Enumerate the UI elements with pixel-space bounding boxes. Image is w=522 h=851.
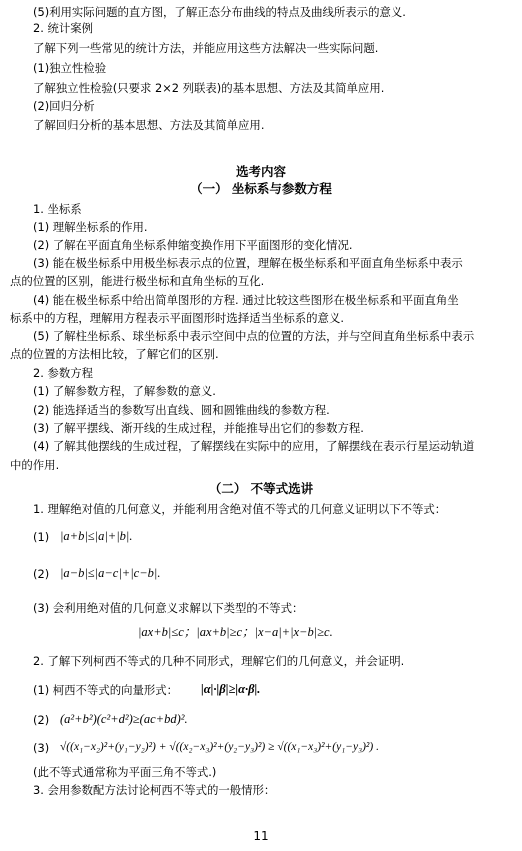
text-line: (5)利用实际问题的直方图，了解正态分布曲线的特点及曲线所表示的意义. bbox=[33, 5, 406, 19]
item-label: (3) bbox=[33, 741, 50, 755]
text-line: (5) 了解柱坐标系、球坐标系中表示空间中点的位置的方法，并与空间直角坐标系中表示 bbox=[33, 329, 475, 343]
text-line: (2)回归分析 bbox=[33, 99, 95, 113]
text-line: 点的位置的区别，能进行极坐标和直角坐标的互化. bbox=[10, 274, 265, 288]
text-line: 中的作用. bbox=[10, 458, 60, 472]
item-label: (2) bbox=[33, 713, 50, 727]
text-line: 3. 会用参数配方法讨论柯西不等式的一般情形： bbox=[33, 783, 276, 797]
cauchy-vector-formula: |α|·|β|≥|α·β|. bbox=[201, 682, 261, 696]
text-line: (2) 能选择适当的参数写出直线、圆和圆锥曲线的参数方程. bbox=[33, 403, 330, 417]
item-label: (1) 柯西不等式的向量形式： bbox=[33, 683, 179, 697]
text-line: (3) 能在极坐标系中用极坐标表示点的位置，理解在极坐标系和平面直角坐标系中表示 bbox=[33, 256, 463, 270]
part2-title: （二） 不等式选讲 bbox=[208, 481, 314, 496]
text-line: (1) 了解参数方程，了解参数的意义. bbox=[33, 384, 216, 398]
text-line: 1. 理解绝对值的几何意义，并能利用含绝对值不等式的几何意义证明以下不等式： bbox=[33, 502, 447, 516]
part1-title: （一） 坐标系与参数方程 bbox=[190, 181, 332, 196]
triangle-inequality-formula: √((x₁−x₂)²+(y₁−y₂)²) + √((x₂−x₃)²+(y₂−y₃)²) ≥ √((x₁−x₃)²+(y₁−y₃)²) . bbox=[60, 741, 379, 753]
section-title: 选考内容 bbox=[235, 164, 286, 179]
text-line: (1)独立性检验 bbox=[33, 61, 107, 75]
page-number: 11 bbox=[253, 829, 269, 843]
text-line: (3) 了解平摆线、渐开线的生成过程，并能推导出它们的参数方程. bbox=[33, 421, 364, 435]
cauchy-formula: (a²+b²)(c²+d²)≥(ac+bd)². bbox=[60, 712, 188, 726]
text-line: 2. 统计案例 bbox=[33, 21, 94, 35]
text-line: (此不等式通常称为平面三角不等式.) bbox=[33, 765, 217, 779]
text-line: (4) 能在极坐标系中给出简单图形的方程. 通过比较这些图形在极坐标系和平面直角坐 bbox=[33, 293, 459, 307]
text-line: 1. 坐标系 bbox=[33, 202, 82, 216]
inequality-formula: |ax+b|≤c；|ax+b|≥c；|x−a|+|x−b|≥c. bbox=[138, 625, 333, 639]
text-line: 了解下列一些常见的统计方法，并能应用这些方法解决一些实际问题. bbox=[33, 41, 379, 55]
text-line: (3) 会利用绝对值的几何意义求解以下类型的不等式： bbox=[33, 601, 304, 615]
inequality-formula: |a+b|≤|a|+|b|. bbox=[60, 529, 133, 543]
text-line: 2. 参数方程 bbox=[33, 366, 94, 380]
text-line: 2. 了解下列柯西不等式的几种不同形式，理解它们的几何意义，并会证明. bbox=[33, 654, 405, 668]
item-label: (2) bbox=[33, 567, 50, 581]
text-line: 点的位置的方法相比较，了解它们的区别. bbox=[10, 347, 219, 361]
text-line: (4) 了解其他摆线的生成过程，了解摆线在实际中的应用，了解摆线在表示行星运动轨道 bbox=[33, 439, 475, 453]
text-line: (1) 理解坐标系的作用. bbox=[33, 220, 148, 234]
text-line: 了解独立性检验(只要求 2×2 列联表)的基本思想、方法及其简单应用. bbox=[33, 81, 385, 95]
text-line: (2) 了解在平面直角坐标系伸缩变换作用下平面图形的变化情况. bbox=[33, 238, 353, 252]
text-line: 标系中的方程，理解用方程表示平面图形时选择适当坐标系的意义. bbox=[10, 311, 344, 325]
inequality-formula: |a−b|≤|a−c|+|c−b|. bbox=[60, 566, 161, 580]
text-line: 了解回归分析的基本思想、方法及其简单应用. bbox=[33, 118, 265, 132]
item-label: (1) bbox=[33, 530, 50, 544]
